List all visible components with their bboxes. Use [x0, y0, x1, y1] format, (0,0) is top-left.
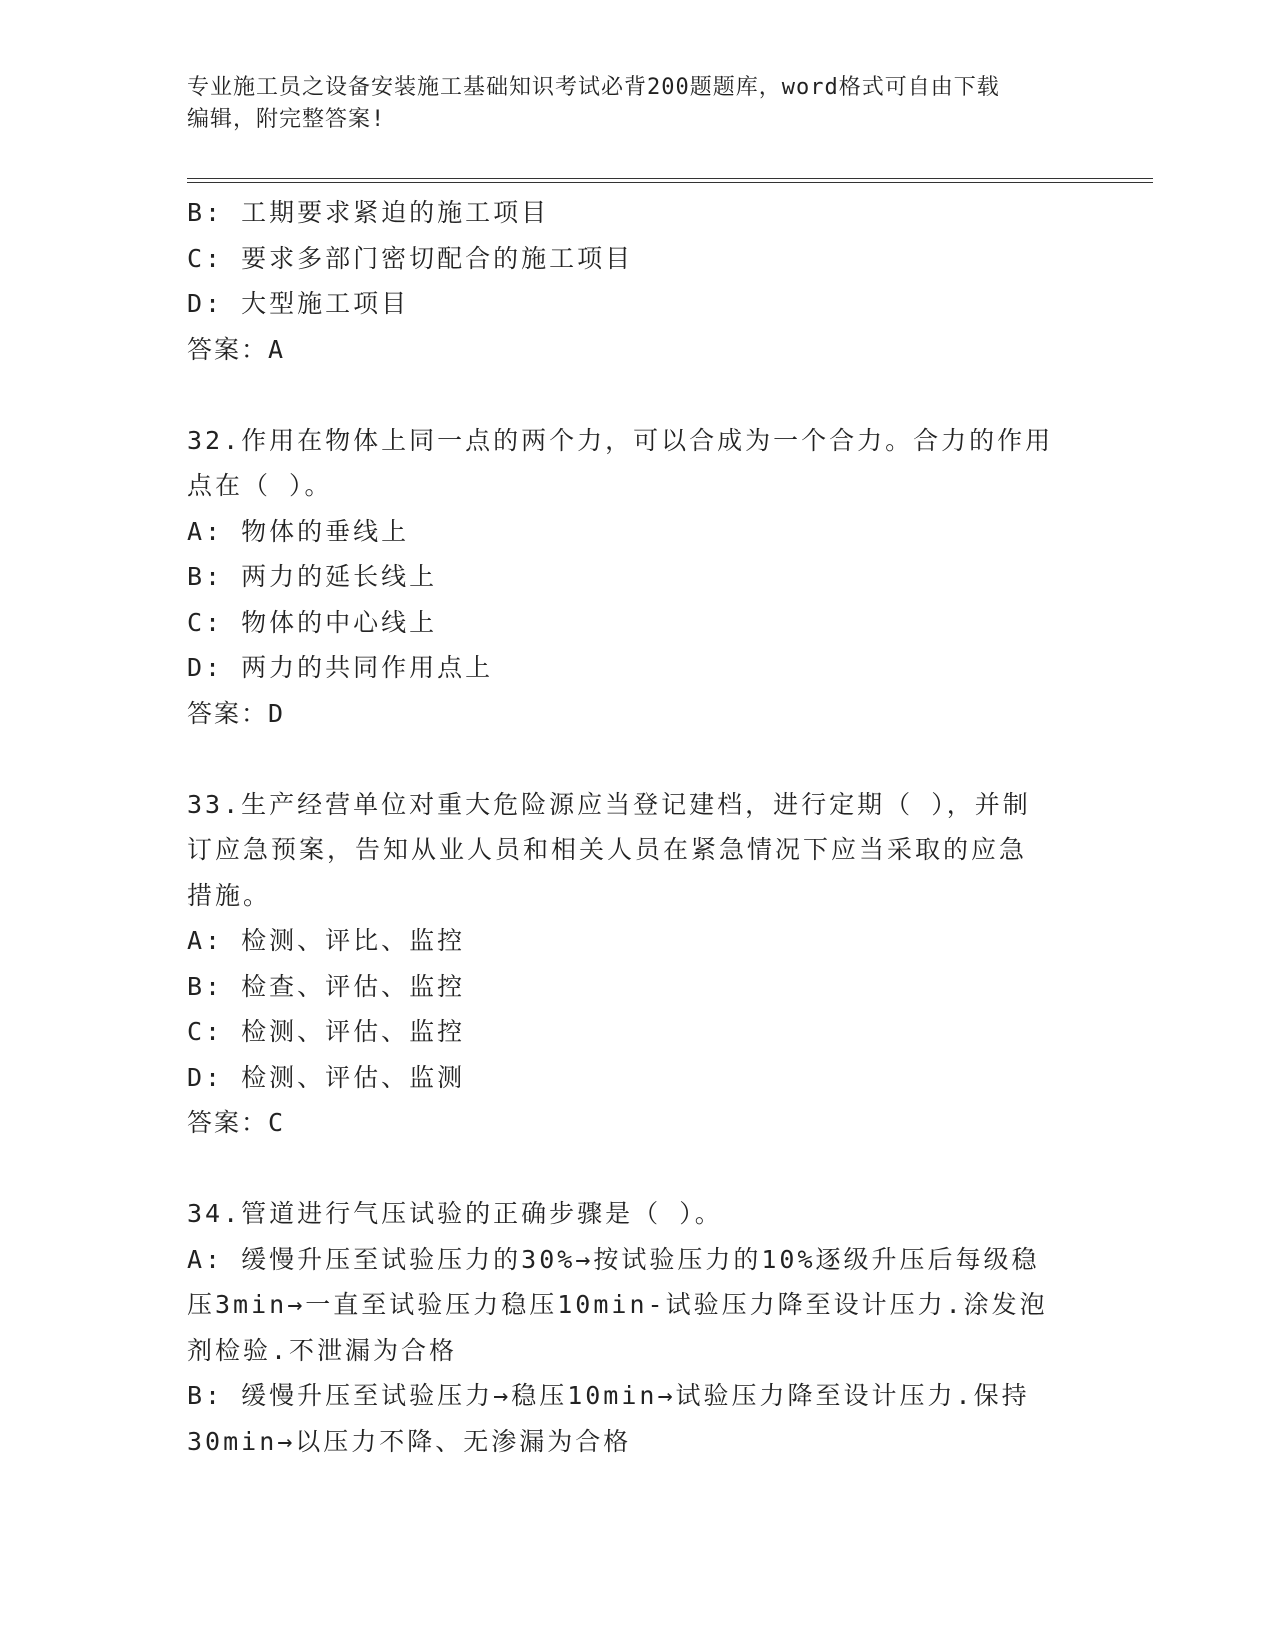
spacer	[187, 372, 1067, 418]
option-c: C: 物体的中心线上	[187, 607, 438, 637]
option-b: B: 检查、评估、监控	[187, 971, 466, 1001]
answer-label: 答案：A	[187, 334, 286, 364]
header-divider	[187, 178, 1153, 179]
option-b: B: 缓慢升压至试验压力→稳压10min→试验压力降至设计压力.保持	[187, 1381, 1030, 1410]
spacer	[187, 736, 1067, 782]
header-line: 编辑，附完整答案!	[187, 107, 386, 132]
option-d: D: 大型施工项目	[187, 289, 410, 318]
question-stem: 32.作用在物体上同一点的两个力，可以合成为一个合力。合力的作用	[187, 425, 1054, 455]
option-a-continued: 剂检验.不泄漏为合格	[187, 1335, 458, 1365]
option-c: C: 要求多部门密切配合的施工项目	[187, 243, 634, 273]
question-block-33	[187, 782, 1067, 1146]
document-header	[187, 72, 1067, 136]
question-list	[187, 190, 1067, 1464]
option-a-continued: 压3min→一直至试验压力稳压10min-试验压力降至设计压力.涂发泡	[187, 1290, 1048, 1319]
answer-label: 答案：D	[187, 698, 286, 728]
question-stem: 订应急预案，告知从业人员和相关人员在紧急情况下应当采取的应急	[187, 835, 1028, 864]
option-b: B: 工期要求紧迫的施工项目	[187, 198, 550, 227]
question-block-31	[187, 190, 1067, 372]
option-d: D: 检测、评估、监测	[187, 1062, 466, 1092]
question-stem: 34.管道进行气压试验的正确步骤是（ ）。	[187, 1199, 723, 1228]
option-a: A: 检测、评比、监控	[187, 926, 466, 955]
option-b-continued: 30min→以压力不降、无渗漏为合格	[187, 1426, 632, 1456]
question-stem: 33.生产经营单位对重大危险源应当登记建档，进行定期（ ），并制	[187, 789, 1031, 819]
spacer	[187, 1146, 1067, 1192]
option-a: A: 缓慢升压至试验压力的30%→按试验压力的10%逐级升压后每级稳	[187, 1244, 1040, 1274]
question-stem: 点在（ ）。	[187, 471, 333, 500]
option-d: D: 两力的共同作用点上	[187, 653, 494, 682]
header-line: 专业施工员之设备安装施工基础知识考试必背200题题库，word格式可自由下载	[187, 75, 1000, 100]
answer-label: 答案：C	[187, 1108, 286, 1137]
question-stem: 措施。	[187, 880, 272, 910]
question-block-32	[187, 418, 1067, 737]
question-block-34	[187, 1191, 1067, 1464]
option-b: B: 两力的延长线上	[187, 562, 438, 591]
option-c: C: 检测、评估、监控	[187, 1017, 466, 1046]
header-divider	[187, 182, 1153, 183]
option-a: A: 物体的垂线上	[187, 516, 410, 546]
